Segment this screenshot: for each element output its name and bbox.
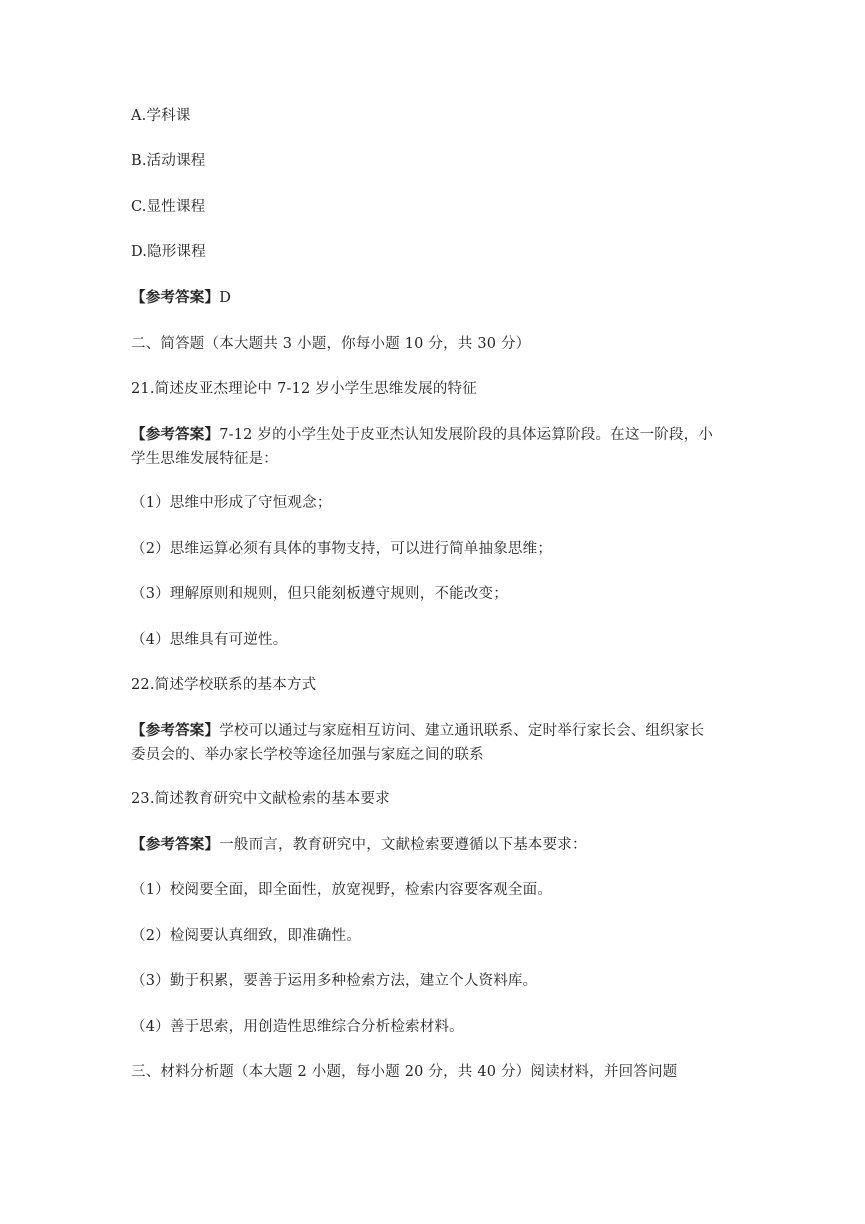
q21-point-4: （4）思维具有可逆性。: [131, 632, 288, 648]
option-a: A.学科课: [131, 108, 191, 124]
section2-heading: 二、简答题（本大题共 3 小题，你每小题 10 分，共 30 分）: [131, 336, 531, 352]
answer-label: 【参考答案】: [131, 722, 220, 739]
q21-answer: [131, 423, 751, 447]
q22-answer-text-2: 委员会的、举办家长学校等途径加强与家庭之间的联系: [131, 747, 484, 763]
q21-question: 21.简述皮亚杰理论中 7-12 岁小学生思维发展的特征: [131, 381, 477, 397]
option-d: D.隐形课程: [131, 244, 206, 260]
q20-answer-value: D: [219, 290, 232, 306]
answer-label: 【参考答案】: [131, 836, 220, 853]
q23-question: 23.简述教育研究中文献检索的基本要求: [131, 791, 390, 807]
answer-label: 【参考答案】: [131, 289, 220, 306]
option-b: B.活动课程: [131, 153, 206, 169]
q22-answer: [131, 719, 751, 743]
q23-answer: [131, 833, 751, 857]
section3-heading: 三、材料分析题（本大题 2 小题，每小题 20 分，共 40 分）阅读材料，并回答问题: [131, 1064, 678, 1080]
q22-question: 22.简述学校联系的基本方式: [131, 677, 317, 693]
q21-point-1: （1）思维中形成了守恒观念；: [131, 495, 332, 511]
q23-point-2: （2）检阅要认真细致，即准确性。: [131, 928, 361, 944]
option-c: C.显性课程: [131, 199, 206, 215]
q23-point-3: （3）勤于积累，要善于运用多种检索方法，建立个人资料库。: [131, 973, 538, 989]
q21-point-2: （2）思维运算必须有具体的事物支持，可以进行简单抽象思维；: [131, 541, 553, 557]
answer-label: 【参考答案】: [131, 426, 220, 443]
q21-answer-text-1: 7-12 岁的小学生处于皮亚杰认知发展阶段的具体运算阶段。在这一阶段，小: [219, 427, 714, 443]
q23-point-4: （4）善于思索，用创造性思维综合分析检索材料。: [131, 1019, 464, 1035]
q21-point-3: （3）理解原则和规则，但只能刻板遵守规则，不能改变；: [131, 586, 508, 602]
q23-point-1: （1）校阅要全面，即全面性，放宽视野，检索内容要客观全面。: [131, 882, 553, 898]
q21-answer-text-2: 学生思维发展特征是：: [131, 451, 278, 467]
q20-answer: [131, 286, 751, 310]
q23-answer-text-1: 一般而言，教育研究中，文献检索要遵循以下基本要求：: [219, 837, 587, 853]
q22-answer-text-1: 学校可以通过与家庭相互访问、建立通讯联系、定时举行家长会、组织家长: [219, 723, 705, 739]
